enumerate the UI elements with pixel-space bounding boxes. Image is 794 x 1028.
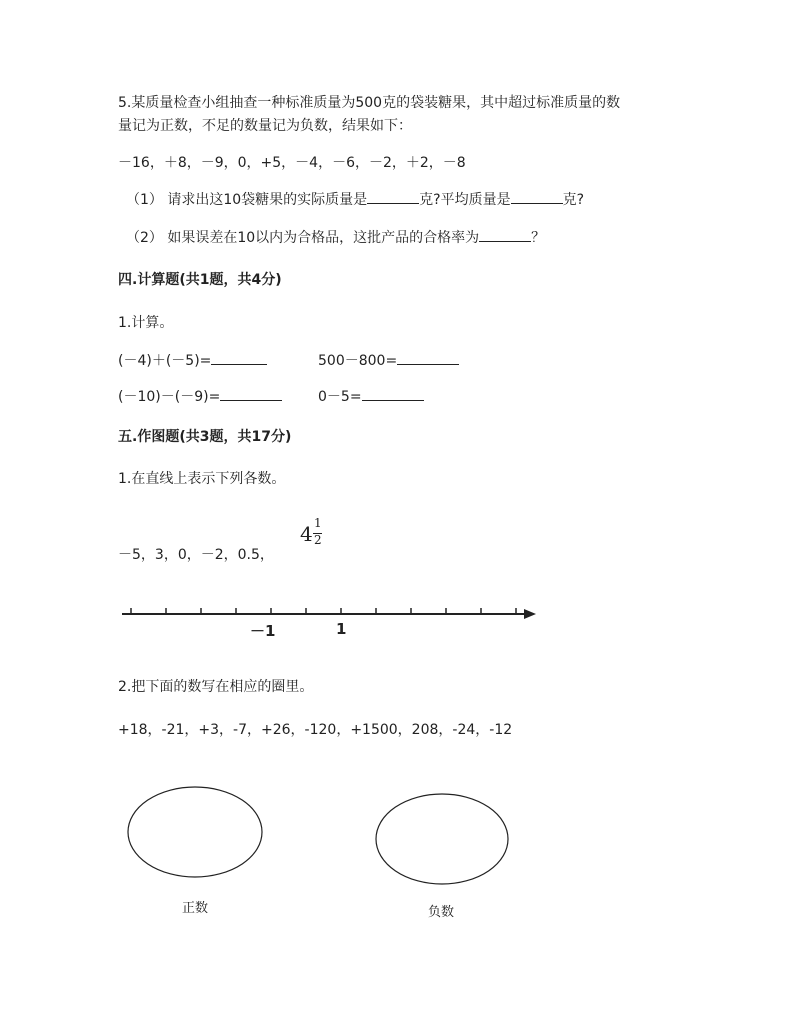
calc-expr4-text: 0－5= [318,389,362,405]
mixed-number-whole: 4 [300,522,313,546]
positive-numbers-circle[interactable] [128,787,262,877]
number-line-ticks [131,608,516,614]
negative-numbers-circle[interactable] [376,794,508,884]
q5-sub2-text-b: ？ [531,230,546,246]
answer-blank-expr2[interactable] [397,350,459,365]
mixed-number [300,518,330,554]
q5-sub1 [126,189,584,210]
q5-sub1-text-a: （1） 请求出这10袋糖果的实际质量是 [126,192,368,208]
calc-expr2-text: 500－800= [318,353,398,369]
answer-blank-actual-mass[interactable] [367,189,419,204]
q5-data: －16，＋8，－9，0，+5，－4，－6，－2，＋2，－8 [118,155,466,171]
number-line-arrow-icon [524,609,536,619]
q5-sub1-text-c: 克? [562,192,585,208]
number-line-label-pos1: 1 [336,620,347,638]
numbers-to-sort: +18，-21，+3，-7，+26，-120，+1500，208，-24，-12 [118,722,513,738]
calc-expr3-text: (－10)－(－9)= [118,389,221,405]
q5-line1: 5.某质量检查小组抽查一种标准质量为500克的袋装糖果，其中超过标准质量的数 [118,95,621,111]
q5-line2: 量记为正数，不足的数量记为负数，结果如下： [118,118,412,134]
section5-q2: 2.把下面的数写在相应的圈里。 [118,679,314,695]
answer-blank-expr4[interactable] [362,386,424,401]
section4-title: 四.计算题(共1题，共4分) [118,272,282,288]
q5-sub2 [126,227,545,248]
q5-sub1-text-b: 克?平均质量是 [419,192,511,208]
calc-expr1 [118,350,267,371]
calc-expr4 [318,386,424,407]
section5-q1: 1.在直线上表示下列各数。 [118,471,286,487]
calc-expr3 [118,386,282,407]
answer-blank-expr1[interactable] [211,350,267,365]
answer-blank-expr3[interactable] [220,386,282,401]
section4-q1: 1.计算。 [118,315,174,331]
numbers-to-plot: －5，3，0，－2，0.5， [118,547,274,563]
answer-blank-average-mass[interactable] [511,189,563,204]
section5-title: 五.作图题(共3题，共17分) [118,429,292,445]
mixed-number-denominator: 2 [314,533,322,547]
negative-numbers-label: 负数 [428,905,455,920]
answer-blank-pass-rate[interactable] [479,227,531,242]
q5-sub2-text-a: （2） 如果误差在10以内为合格品，这批产品的合格率为 [126,230,480,246]
number-line-label-neg1: －1 [250,622,276,640]
positive-numbers-label: 正数 [182,901,209,916]
calc-expr2 [318,350,459,371]
mixed-number-numerator: 1 [314,516,322,530]
calc-expr1-text: (－4)＋(－5)= [118,353,212,369]
